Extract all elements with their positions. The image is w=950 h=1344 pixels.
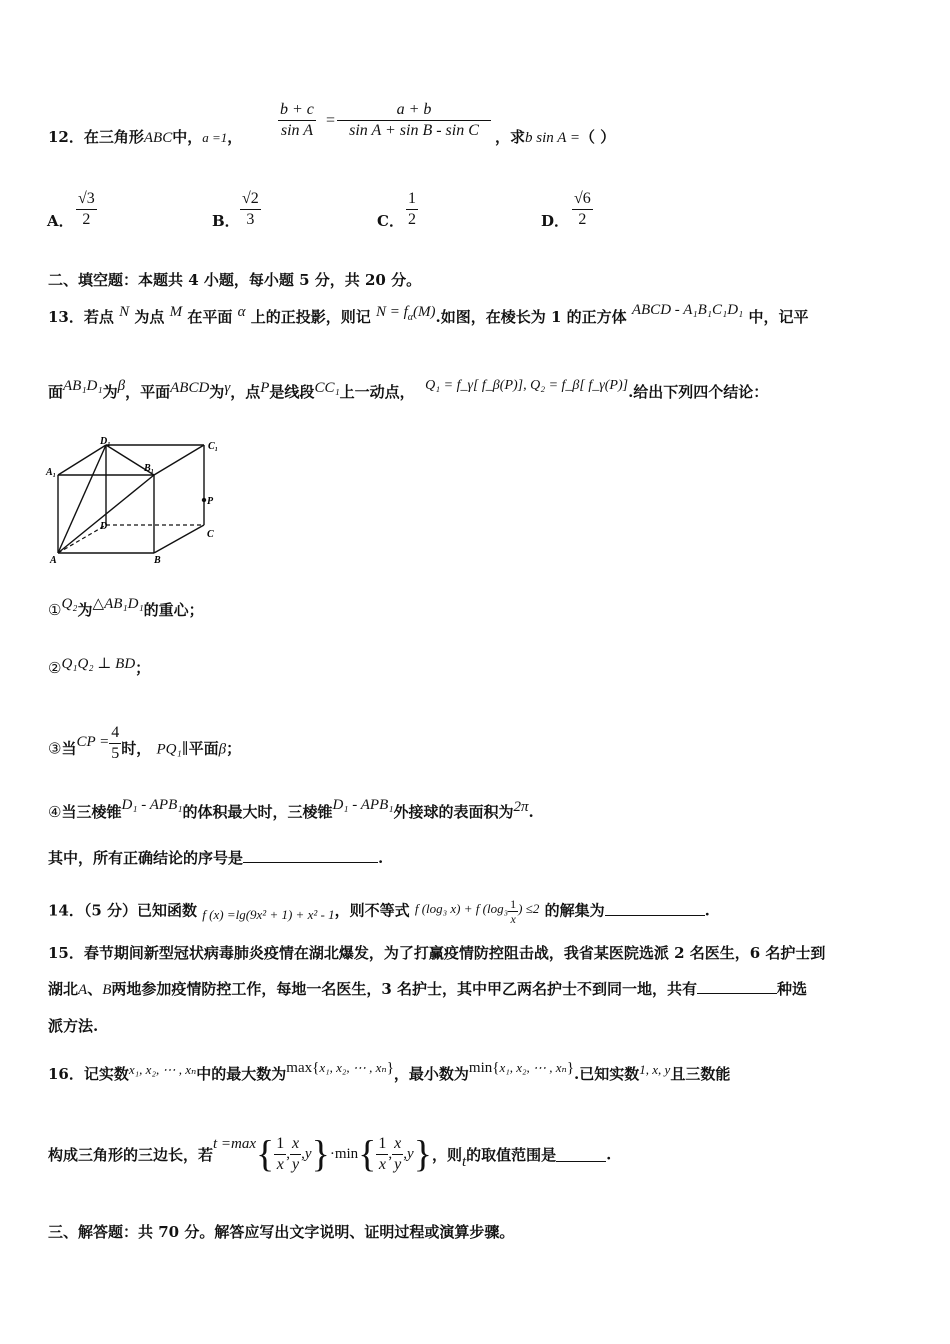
q16-number: 16． [48, 1065, 84, 1083]
cube-figure [44, 435, 234, 565]
point-p [202, 498, 206, 502]
q14-answer-blank[interactable] [605, 901, 705, 916]
q14-number: 14． [48, 901, 84, 920]
edge-b1-c1 [154, 445, 204, 475]
q12-equals: = [326, 112, 336, 129]
q12-stem: 12．在三角形ABC中，a =1， [48, 128, 243, 146]
q15-line-2: 湖北A、B两地参加疫情防控工作，每地一名医生，3 名护士，其中甲乙两名护士不到同一地，共有 种选 [48, 980, 808, 998]
q12-fraction-left: $\frac{b + c}{\text{sin A}}$ [280, 101, 314, 139]
q13-statement-3: ③当CP = $\frac{4}{5}$ 时， PQ₁∥平面β； [48, 724, 242, 762]
q12-number: 12． [48, 128, 84, 146]
q12-option-d-value: $\frac{√6}{2}$ [574, 190, 591, 228]
q12-ask: ，求b sin A =（ ） [495, 128, 616, 146]
q12-option-a-value: $\frac{√3}{2}$ [78, 190, 95, 228]
q13-statement-4: ④当三棱锥D₁ - APB₁的体积最大时，三棱锥D₁ - APB₁外接球的表面积为2π. [48, 797, 534, 821]
section-2-title: 二、填空题：本题共 4 小题，每小题 5 分，共 20 分。 [48, 271, 422, 289]
q16-line-1: 16．记实数x₁, x₂, ⋯ , xₙ中的最大数为max{x₁, x₂, ⋯ , xₙ}，最小数为min{x₁, x₂, ⋯ , xₙ}.已知实数1, x, y且三数能 [48, 1060, 731, 1083]
q16-line-2: 构成三角形的三边长，若t =max{ $\frac{1}{x}$ , $\frac{x}{y}$ ,y}·min{ $\frac{1}{x}$ , $\frac{x}{y}$ ,y}，则t的取值范围是 . [48, 1133, 612, 1176]
q15-line-3: 派方法. [48, 1017, 99, 1035]
q12-option-d-label: D． [541, 212, 570, 230]
q16-answer-blank[interactable] [556, 1147, 606, 1162]
edge-b-c [154, 525, 204, 553]
label-p: P [207, 496, 214, 507]
q12-option-b-label: B． [212, 212, 240, 230]
q12-option-c-value: $\frac{1}{2}$ [408, 190, 416, 228]
q13-number: 13． [48, 308, 84, 326]
q13-line-2: 面AB₁D₁为β，平面ABCD为γ，点P是线段CC₁上一动点， Q₁ = f_γ[ f_β(P)], Q₂ = f_β[ f_γ(P)].给出下列四个结论： [48, 378, 769, 401]
q14-line: 14．（5 分）已知函数 f (x) =lg(9x² + 1) + x² - 1，则不等式 f (log₃ x) + f (log₃ $\frac{1}{x}$ ) ≤2 的解集为 . [48, 897, 710, 926]
label-c1: C₁ [208, 441, 219, 452]
edge-a-d1 [58, 445, 106, 553]
section-3-title: 三、解答题：共 70 分。解答应写出文字说明、证明过程或演算步骤。 [48, 1223, 515, 1241]
q13-answer-line: 其中，所有正确结论的序号是 . [48, 849, 384, 867]
label-a: A [50, 555, 57, 565]
label-d1: D₁ [100, 436, 111, 447]
q13-statement-2: ②Q₁Q₂ ⊥ BD； [48, 656, 151, 677]
edge-a-d [58, 525, 106, 553]
label-d: D [100, 521, 108, 532]
q13-answer-blank[interactable] [243, 848, 378, 863]
q12-fraction-right: $\frac{a + b}{\text{sin A + sin B - sin C}}$ [337, 100, 491, 141]
q12-option-c-label: C． [377, 212, 404, 230]
q15-line-1: 15．春节期间新型冠状病毒肺炎疫情在湖北爆发，为了打赢疫情防控阻击战，我省某医院选派 2 名医生，6 名护士到 [48, 944, 826, 962]
q13-statement-1: ①Q₂为△AB₁D₁的重心； [48, 596, 204, 619]
label-c: C [207, 529, 214, 540]
q12-option-b-value: $\frac{√2}{3}$ [242, 190, 259, 228]
label-b: B [154, 555, 161, 565]
q12-option-a-label: A． [47, 212, 74, 230]
q13-line-1: 13．若点 N 为点 M 在平面 α 上的正投影，则记 $N = f_\alpha(M)$.如图，在棱长为 1 的正方体 ABCD - A₁B₁C₁D₁ 中，记平 [48, 302, 809, 326]
label-a1: A₁ [46, 467, 57, 478]
label-b1: B₁ [144, 463, 155, 474]
q15-answer-blank[interactable] [697, 979, 777, 994]
